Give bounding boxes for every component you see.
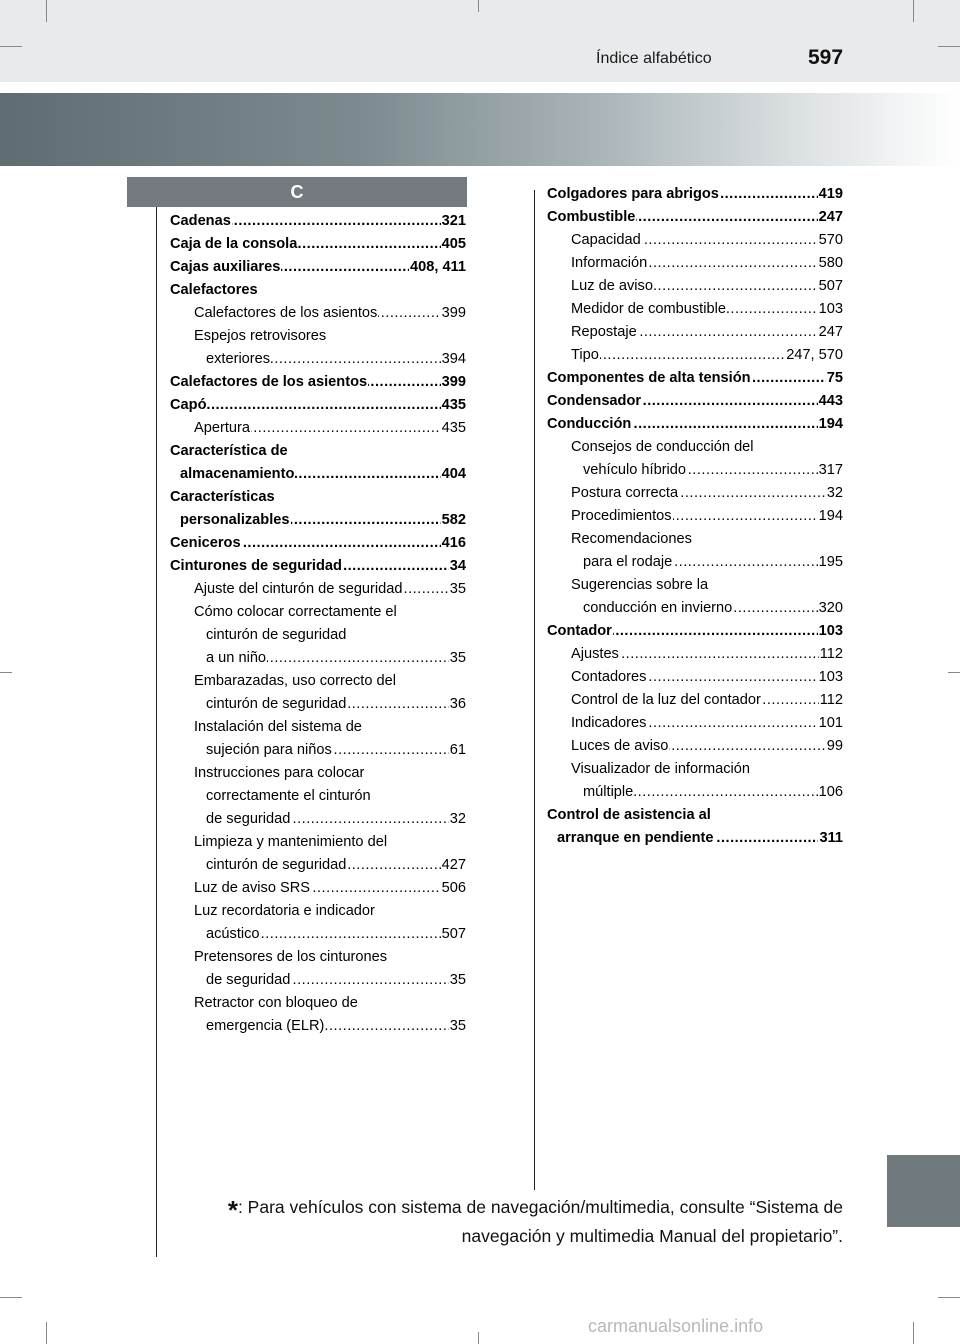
entry-term: Medidor de combustible xyxy=(571,301,726,317)
entry-term: Ajuste del cinturón de seguridad xyxy=(194,581,403,597)
entry-term: Tipo xyxy=(571,347,599,363)
index-entry xyxy=(547,804,843,827)
entry-page: 112 xyxy=(819,689,843,712)
entry-term: cinturón de seguridad xyxy=(206,857,347,873)
entry-term: cinturón de seguridad xyxy=(206,696,347,712)
entry-page: 35 xyxy=(449,647,466,670)
index-entry xyxy=(571,758,843,781)
entry-page: 399 xyxy=(441,371,466,394)
index-entry xyxy=(194,946,466,969)
index-entry xyxy=(194,302,466,325)
header-gradient-band xyxy=(0,93,960,166)
entry-page: 99 xyxy=(826,735,843,758)
index-entry xyxy=(170,279,466,302)
entry-page: 103 xyxy=(818,666,843,689)
index-entry xyxy=(547,413,843,436)
entry-term: Condensador xyxy=(547,393,642,409)
entry-page: 34 xyxy=(449,555,466,578)
entry-page: 435 xyxy=(441,417,466,440)
entry-term: Control de la luz del contador xyxy=(571,692,761,708)
entry-page: 101 xyxy=(818,712,843,735)
crop-mark xyxy=(938,1297,960,1298)
entry-term: Indicadores xyxy=(571,715,647,731)
index-entry xyxy=(571,528,843,551)
entry-page: 103 xyxy=(818,298,843,321)
footnote-star: * xyxy=(227,1195,238,1225)
footnote-line-2: navegación y multimedia Manual del propietario”. xyxy=(461,1226,843,1246)
entry-page: 507 xyxy=(441,923,466,946)
crop-mark xyxy=(0,46,22,47)
entry-page: 194 xyxy=(818,505,843,528)
entry-term: Capó xyxy=(170,397,207,413)
index-entry xyxy=(547,206,843,229)
index-entry xyxy=(571,321,843,344)
index-entry xyxy=(206,923,466,946)
entry-term: emergencia (ELR) xyxy=(206,1018,325,1034)
entry-term: Colgadores para abrigos xyxy=(547,186,719,202)
entry-term: acústico xyxy=(206,926,260,942)
index-entry xyxy=(571,252,843,275)
index-entry xyxy=(571,735,843,758)
index-entry xyxy=(571,298,843,321)
index-entry xyxy=(206,1015,466,1038)
entry-term: Caja de la consola xyxy=(170,236,298,252)
entry-term: personalizables xyxy=(180,512,290,528)
page-number: 597 xyxy=(808,46,844,69)
index-entry xyxy=(170,233,466,256)
entry-term: arranque en pendiente xyxy=(557,830,714,846)
index-entry xyxy=(180,463,466,486)
index-entry xyxy=(206,624,466,647)
index-entry xyxy=(206,854,466,877)
index-entry xyxy=(547,620,843,643)
entry-term: Luces de aviso xyxy=(571,738,669,754)
entry-page: 405 xyxy=(441,233,466,256)
entry-term: para el rodaje xyxy=(583,554,673,570)
entry-term: Cómo colocar correctamente el xyxy=(194,604,397,620)
entry-term: Características xyxy=(170,489,275,505)
index-entry xyxy=(571,643,843,666)
index-entry xyxy=(206,785,466,808)
entry-page: 311 xyxy=(818,827,843,850)
entry-term: Retractor con bloqueo de xyxy=(194,995,358,1011)
entry-page: 35 xyxy=(449,578,466,601)
entry-term: Capacidad xyxy=(571,232,641,248)
index-entry xyxy=(194,992,466,1015)
entry-term: de seguridad xyxy=(206,811,291,827)
index-entry xyxy=(557,827,843,850)
index-entry xyxy=(547,367,843,390)
entry-term: Espejos retrovisores xyxy=(194,328,327,344)
entry-page: 399 xyxy=(441,302,466,325)
thumb-tab xyxy=(887,1155,960,1227)
index-entry xyxy=(206,739,466,762)
index-entry xyxy=(170,394,466,417)
entry-term: Apertura xyxy=(194,420,250,436)
entry-page: 427 xyxy=(441,854,466,877)
entry-page: 75 xyxy=(826,367,843,390)
entry-page: 321 xyxy=(441,210,466,233)
entry-page: 582 xyxy=(441,509,466,532)
crop-mark xyxy=(913,0,914,22)
entry-page: 443 xyxy=(818,390,843,413)
entry-page: 247, 570 xyxy=(785,344,843,367)
entry-page: 194 xyxy=(818,413,843,436)
entry-term: a un niño xyxy=(206,650,267,666)
index-entry xyxy=(180,509,466,532)
index-column-left xyxy=(170,210,466,1038)
entry-page: 507 xyxy=(818,275,843,298)
entry-term: Característica de xyxy=(170,443,288,459)
entry-term: exteriores xyxy=(206,351,271,367)
index-entry xyxy=(571,666,843,689)
entry-term: Control de asistencia al xyxy=(547,807,711,823)
index-entry xyxy=(571,712,843,735)
entry-term: Consejos de conducción del xyxy=(571,439,754,455)
entry-term: Sugerencias sobre la xyxy=(571,577,709,593)
index-entry xyxy=(170,532,466,555)
entry-term: Procedimientos xyxy=(571,508,672,524)
entry-page: 416 xyxy=(441,532,466,555)
crop-mark xyxy=(478,1332,479,1344)
index-entry xyxy=(571,505,843,528)
entry-term: Visualizador de información xyxy=(571,761,751,777)
index-entry xyxy=(206,808,466,831)
entry-term: Información xyxy=(571,255,648,271)
index-entry xyxy=(571,229,843,252)
entry-term: Calefactores xyxy=(170,282,258,298)
entry-term: Limpieza y mantenimiento del xyxy=(194,834,388,850)
crop-mark xyxy=(46,1322,47,1344)
entry-page: 394 xyxy=(441,348,466,371)
index-entry xyxy=(206,969,466,992)
crop-mark xyxy=(948,672,960,673)
crop-mark xyxy=(478,0,479,12)
index-entry xyxy=(583,551,843,574)
entry-page: 32 xyxy=(449,808,466,831)
entry-term: Calefactores de los asientos xyxy=(194,305,378,321)
entry-term: Repostaje xyxy=(571,324,637,340)
index-entry xyxy=(547,183,843,206)
index-entry xyxy=(170,256,466,279)
entry-term: Recomendaciones xyxy=(571,531,692,547)
footnote-line-1 xyxy=(196,1194,843,1223)
entry-page: 506 xyxy=(441,877,466,900)
entry-term: Luz recordatoria e indicador xyxy=(194,903,375,919)
index-entry xyxy=(571,275,843,298)
index-entry xyxy=(194,325,466,348)
entry-page: 32 xyxy=(826,482,843,505)
crop-mark xyxy=(0,1297,22,1298)
entry-term: múltiple xyxy=(583,784,634,800)
entry-term: Calefactores de los asientos xyxy=(170,374,368,390)
index-entry xyxy=(194,831,466,854)
watermark-text: carmanualsonline.info xyxy=(588,1316,764,1336)
entry-page: 580 xyxy=(818,252,843,275)
index-entry xyxy=(571,482,843,505)
entry-term: Luz de aviso SRS xyxy=(194,880,311,896)
crop-mark xyxy=(913,1322,914,1344)
index-entry xyxy=(206,348,466,371)
entry-term: correctamente el cinturón xyxy=(206,788,371,804)
entry-page: 35 xyxy=(449,1015,466,1038)
index-entry xyxy=(583,597,843,620)
footnote xyxy=(196,1194,843,1249)
entry-page: 35 xyxy=(449,969,466,992)
index-entry xyxy=(571,436,843,459)
index-entry xyxy=(571,689,843,712)
index-entry xyxy=(206,647,466,670)
entry-term: sujeción para niños xyxy=(206,742,332,758)
entry-term: cinturón de seguridad xyxy=(206,627,347,643)
index-entry xyxy=(571,344,843,367)
entry-page: 320 xyxy=(818,597,843,620)
index-entry xyxy=(547,390,843,413)
index-entry xyxy=(170,371,466,394)
left-margin-line xyxy=(156,207,157,1257)
index-entry xyxy=(170,440,466,463)
entry-page: 247 xyxy=(818,206,843,229)
index-entry xyxy=(170,210,466,233)
entry-term: Ajustes xyxy=(571,646,619,662)
entry-term: conducción en invierno xyxy=(583,600,733,616)
entry-term: Pretensores de los cinturones xyxy=(194,949,388,965)
entry-page: 36 xyxy=(449,693,466,716)
entry-term: almacenamiento xyxy=(180,466,295,482)
index-entry xyxy=(194,601,466,624)
section-title: Índice alfabético xyxy=(596,50,712,67)
entry-term: Contador xyxy=(547,623,612,639)
index-letter: C xyxy=(290,181,304,202)
entry-page: 419 xyxy=(818,183,843,206)
entry-page: 195 xyxy=(818,551,843,574)
entry-page: 61 xyxy=(449,739,466,762)
index-entry xyxy=(583,781,843,804)
index-entry xyxy=(194,670,466,693)
entry-term: vehículo híbrido xyxy=(583,462,687,478)
crop-mark xyxy=(0,672,12,673)
entry-term: Conducción xyxy=(547,416,632,432)
index-entry xyxy=(583,459,843,482)
entry-page: 247 xyxy=(818,321,843,344)
index-column-right xyxy=(547,183,843,850)
index-entry xyxy=(194,900,466,923)
entry-page: 408, 411 xyxy=(409,256,466,279)
index-entry xyxy=(194,877,466,900)
entry-page: 570 xyxy=(818,229,843,252)
letter-tab xyxy=(127,177,467,207)
entry-term: Ceniceros xyxy=(170,535,241,551)
index-entry xyxy=(206,693,466,716)
index-entry xyxy=(170,486,466,509)
index-entry xyxy=(194,762,466,785)
entry-term: Cinturones de seguridad xyxy=(170,558,342,574)
index-entry xyxy=(194,578,466,601)
entry-term: Postura correcta xyxy=(571,485,679,501)
column-divider xyxy=(534,190,535,1190)
entry-page: 435 xyxy=(441,394,466,417)
entry-term: Combustible xyxy=(547,209,636,225)
entry-page: 106 xyxy=(818,781,843,804)
entry-page: 112 xyxy=(819,643,843,666)
crop-mark xyxy=(938,46,960,47)
footnote-text-1: : Para vehículos con sistema de navegación/multimedia, consulte “Sistema de xyxy=(237,1197,843,1217)
entry-term: Componentes de alta tensión xyxy=(547,370,751,386)
index-entry xyxy=(194,716,466,739)
entry-page: 404 xyxy=(441,463,466,486)
entry-term: Embarazadas, uso correcto del xyxy=(194,673,396,689)
index-entry xyxy=(170,555,466,578)
entry-term: Instalación del sistema de xyxy=(194,719,362,735)
entry-term: Instrucciones para colocar xyxy=(194,765,365,781)
entry-term: Contadores xyxy=(571,669,647,685)
entry-term: Cajas auxiliares xyxy=(170,259,281,275)
entry-term: de seguridad xyxy=(206,972,291,988)
entry-term: Cadenas xyxy=(170,213,231,229)
crop-mark xyxy=(46,0,47,22)
index-entry xyxy=(194,417,466,440)
entry-term: Luz de aviso xyxy=(571,278,653,294)
index-entry xyxy=(571,574,843,597)
entry-page: 317 xyxy=(818,459,843,482)
entry-page: 103 xyxy=(818,620,843,643)
